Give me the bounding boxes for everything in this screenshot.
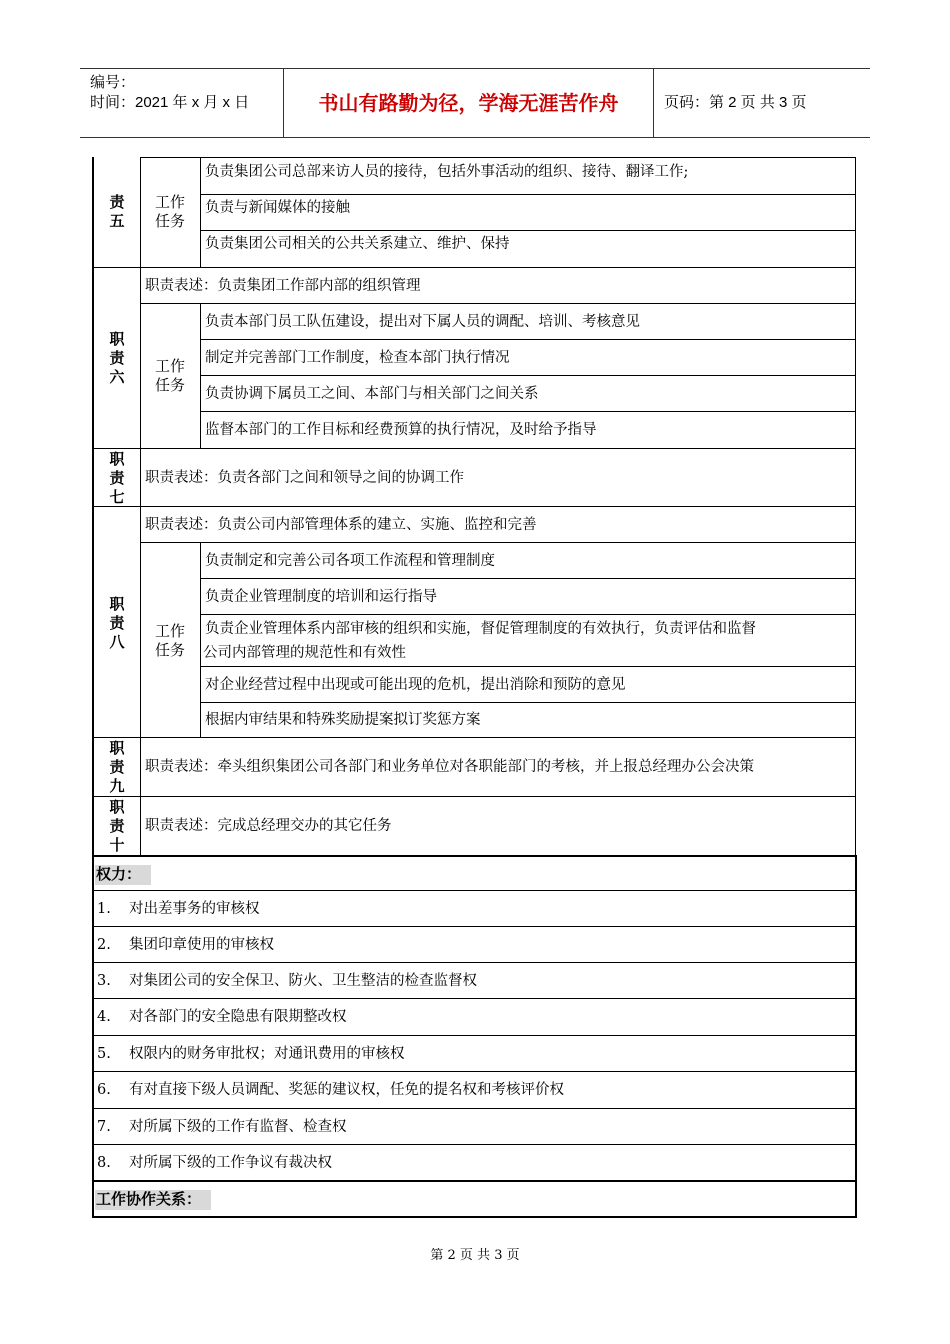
task-item: 制定并完善部门工作制度，检查本部门执行情况 — [205, 350, 510, 366]
power-item — [97, 900, 260, 918]
section-line — [92, 855, 857, 857]
task-item: 负责集团公司相关的公共关系建立、维护、保持 — [205, 236, 510, 252]
power-item — [97, 972, 477, 990]
header-motto: 书山有路勤为径，学海无涯苦作舟 — [318, 93, 619, 115]
task-sublabel: 工作 任务 — [154, 622, 185, 659]
power-item — [97, 936, 274, 954]
sublabel-column-divider — [200, 542, 201, 737]
row-line — [140, 303, 856, 304]
power-item-number: 7. — [97, 1119, 111, 1135]
page-footer: 第 2 页 共 3 页 — [430, 1248, 520, 1263]
power-item-text: 对出差事务的审核权 — [129, 901, 260, 917]
row-line — [200, 702, 856, 703]
powers-section-title: 权力： — [95, 865, 151, 885]
table-border-right — [855, 856, 857, 1218]
duty-label: 职 责 九 — [109, 740, 125, 795]
row-line — [92, 267, 856, 268]
doc-time-label: 时间：2021 年 x 月 x 日 — [90, 94, 250, 111]
row-line — [200, 614, 856, 615]
task-item: 负责企业管理制度的培训和运行指导 — [205, 589, 437, 605]
task-sublabel: 工作 任务 — [154, 193, 185, 230]
duty-description: 职责表述：负责各部门之间和领导之间的协调工作 — [145, 470, 464, 486]
task-item: 负责与新闻媒体的接触 — [205, 200, 350, 216]
table-border-right — [855, 157, 856, 857]
power-item-text: 对所属下级的工作有监督、检查权 — [129, 1119, 347, 1135]
power-item-number: 1. — [97, 901, 111, 917]
row-line — [200, 230, 856, 231]
power-item-text: 有对直接下级人员调配、奖惩的建议权，任免的提名权和考核评价权 — [129, 1082, 564, 1098]
task-item: 负责协调下属员工之间、本部门与相关部门之间关系 — [205, 386, 539, 402]
duty-label: 职 责 十 — [109, 799, 125, 854]
power-item — [97, 1154, 332, 1172]
power-item-number: 5. — [97, 1046, 111, 1062]
power-item-text: 对集团公司的安全保卫、防火、卫生整洁的检查监督权 — [129, 973, 477, 989]
row-line — [92, 998, 857, 999]
row-line — [200, 339, 856, 340]
power-item — [97, 1118, 347, 1136]
duty-label: 责 五 — [109, 194, 125, 230]
power-item-text: 权限内的财务审批权；对通讯费用的审核权 — [129, 1046, 405, 1062]
table-border-left — [92, 157, 94, 1218]
duty-description: 职责表述：完成总经理交办的其它任务 — [145, 818, 392, 834]
task-sublabel: 工作 任务 — [154, 357, 185, 394]
task-item: 负责制定和完善公司各项工作流程和管理制度 — [205, 553, 495, 569]
row-line — [92, 1108, 857, 1109]
cooperation-section-title: 工作协作关系： — [95, 1190, 211, 1210]
power-item-text: 对各部门的安全隐患有限期整改权 — [129, 1009, 347, 1025]
table-border-bottom — [92, 1216, 857, 1218]
row-line — [92, 737, 856, 738]
row-line — [92, 1144, 857, 1145]
row-line — [140, 542, 856, 543]
power-item-number: 4. — [97, 1009, 111, 1025]
row-line — [92, 796, 856, 797]
doc-number-label: 编号： — [90, 74, 136, 91]
power-item-number: 2. — [97, 937, 111, 953]
row-line — [140, 157, 856, 158]
task-item: 对企业经营过程中出现或可能出现的危机，提出消除和预防的意见 — [205, 677, 626, 693]
power-item-number: 3. — [97, 973, 111, 989]
row-line — [92, 1071, 857, 1072]
task-item-continued: 公司内部管理的规范性和有效性 — [203, 645, 406, 661]
power-item-number: 6. — [97, 1082, 111, 1098]
row-line — [92, 506, 856, 507]
row-line — [92, 926, 857, 927]
task-item: 负责本部门员工队伍建设，提出对下属人员的调配、培训、考核意见 — [205, 314, 640, 330]
power-item-text: 集团印章使用的审核权 — [129, 937, 274, 953]
section-line — [92, 1180, 857, 1182]
duty-label: 职 责 七 — [109, 451, 125, 506]
power-item-number: 8. — [97, 1155, 111, 1171]
row-line — [92, 962, 857, 963]
task-item: 负责企业管理体系内部审核的组织和实施，督促管理制度的有效执行，负责评估和监督 — [205, 621, 756, 637]
power-item-text: 对所属下级的工作争议有裁决权 — [129, 1155, 332, 1171]
row-line — [92, 1035, 857, 1036]
row-line — [200, 375, 856, 376]
duty-description: 职责表述：负责集团工作部内部的组织管理 — [145, 278, 421, 294]
power-item — [97, 1045, 405, 1063]
row-line — [200, 194, 856, 195]
duty-description: 职责表述：牵头组织集团公司各部门和业务单位对各职能部门的考核，并上报总经理办公会决策 — [145, 759, 754, 775]
duty-description: 职责表述：负责公司内部管理体系的建立、实施、监控和完善 — [145, 517, 537, 533]
power-item — [97, 1008, 347, 1026]
task-item: 负责集团公司总部来访人员的接待，包括外事活动的组织、接待、翻译工作; — [205, 164, 689, 180]
task-item: 根据内审结果和特殊奖励提案拟订奖惩方案 — [205, 712, 481, 728]
row-line — [200, 578, 856, 579]
row-line — [92, 890, 857, 891]
row-line — [92, 448, 856, 449]
power-item — [97, 1081, 564, 1099]
header-page-label: 页码：第 2 页 共 3 页 — [664, 94, 807, 111]
duty-label: 职 责 六 — [109, 331, 125, 386]
task-item: 监督本部门的工作目标和经费预算的执行情况，及时给予指导 — [205, 422, 597, 438]
row-line — [200, 666, 856, 667]
duty-label: 职 责 八 — [109, 596, 125, 651]
row-line — [200, 411, 856, 412]
sublabel-column-divider — [200, 157, 201, 267]
